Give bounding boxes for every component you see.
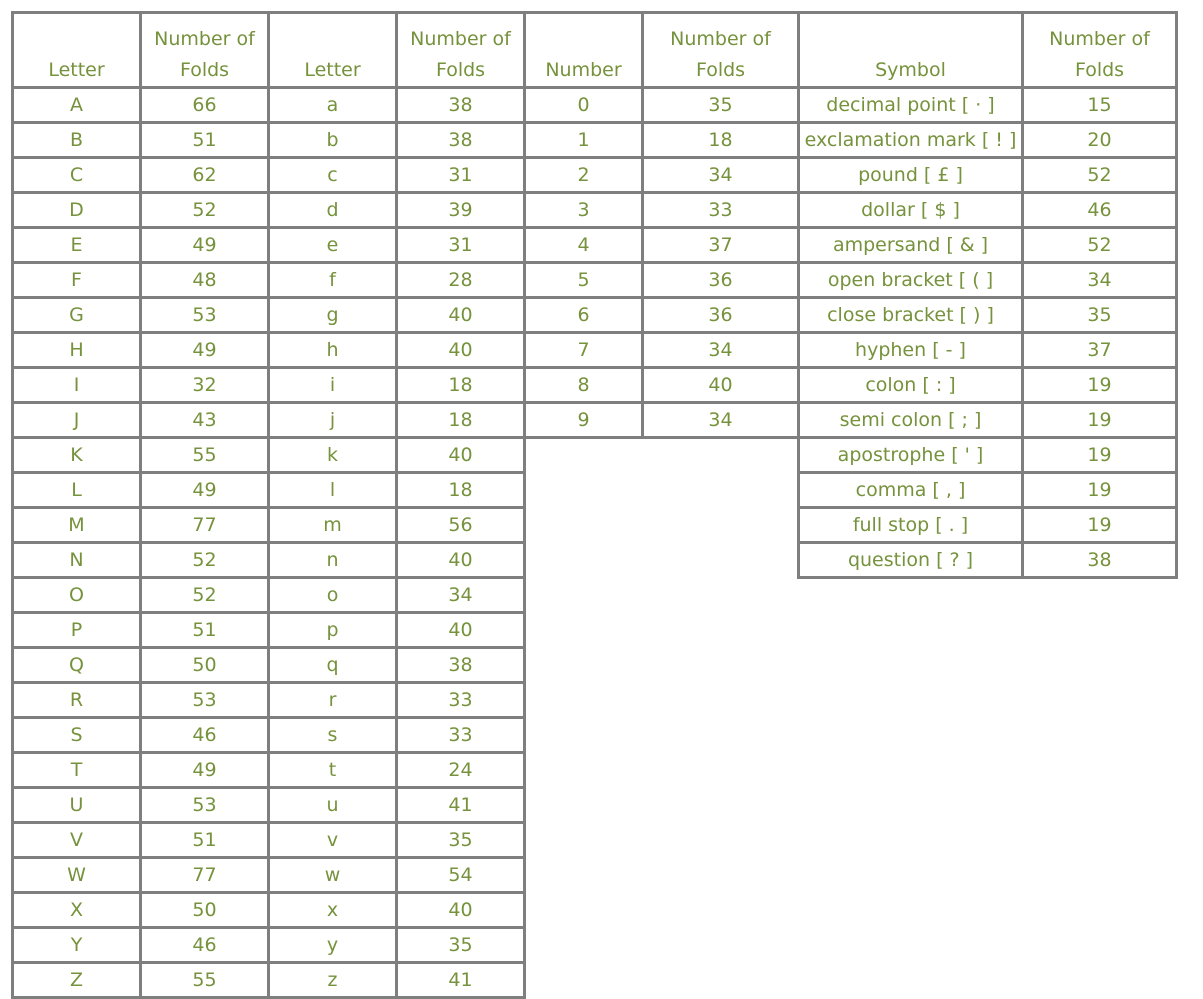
uppercase-letter-cell: U <box>13 788 141 823</box>
lowercase-folds-cell: 38 <box>397 123 525 158</box>
uppercase-letter-cell: K <box>13 438 141 473</box>
lowercase-folds-cell: 31 <box>397 158 525 193</box>
lowercase-letter-cell: m <box>269 508 397 543</box>
symbols-table-row <box>799 193 1177 228</box>
letters-table-row <box>13 123 525 158</box>
symbols-table <box>797 11 1178 579</box>
uppercase-letter-cell: Q <box>13 648 141 683</box>
lowercase-letter-cell: w <box>269 858 397 893</box>
letters-table-row <box>13 718 525 753</box>
lowercase-letter-cell: h <box>269 333 397 368</box>
uppercase-letter-cell: F <box>13 263 141 298</box>
symbol-cell: exclamation mark [ ! ] <box>799 123 1023 158</box>
letters-table-row <box>13 438 525 473</box>
lowercase-letter-cell: u <box>269 788 397 823</box>
number-cell: 4 <box>525 228 643 263</box>
letters-table-row <box>13 298 525 333</box>
uppercase-letter-cell: N <box>13 543 141 578</box>
symbol-folds-cell: 19 <box>1023 438 1177 473</box>
uppercase-letter-cell: Y <box>13 928 141 963</box>
lowercase-letter-cell: g <box>269 298 397 333</box>
symbol-header: Symbol <box>799 13 1023 88</box>
symbols-table-row <box>799 333 1177 368</box>
numbers-header-row <box>525 13 799 88</box>
symbol-cell: apostrophe [ ' ] <box>799 438 1023 473</box>
uppercase-folds-cell: 32 <box>141 368 269 403</box>
lowercase-letter-cell: e <box>269 228 397 263</box>
letters-table-row <box>13 648 525 683</box>
lowercase-letter-header: Letter <box>269 13 397 88</box>
uppercase-letter-cell: J <box>13 403 141 438</box>
lowercase-folds-cell: 56 <box>397 508 525 543</box>
letters-table-row <box>13 858 525 893</box>
uppercase-letter-cell: C <box>13 158 141 193</box>
lowercase-folds-cell: 35 <box>397 823 525 858</box>
lowercase-letter-cell: j <box>269 403 397 438</box>
numbers-table <box>523 11 800 439</box>
numbers-table-row <box>525 158 799 193</box>
number-cell: 1 <box>525 123 643 158</box>
uppercase-letter-cell: S <box>13 718 141 753</box>
symbol-folds-cell: 35 <box>1023 298 1177 333</box>
symbol-folds-cell: 34 <box>1023 263 1177 298</box>
uppercase-folds-cell: 51 <box>141 613 269 648</box>
letters-table-row <box>13 368 525 403</box>
symbol-folds-cell: 37 <box>1023 333 1177 368</box>
letters-table-row <box>13 193 525 228</box>
number-folds-header: Number of Folds <box>643 13 799 88</box>
lowercase-letter-cell: p <box>269 613 397 648</box>
uppercase-folds-cell: 52 <box>141 578 269 613</box>
symbols-table-row <box>799 543 1177 578</box>
numbers-table-row <box>525 298 799 333</box>
letters-table-row <box>13 963 525 998</box>
symbol-folds-cell: 19 <box>1023 473 1177 508</box>
symbol-cell: full stop [ . ] <box>799 508 1023 543</box>
symbol-folds-cell: 52 <box>1023 158 1177 193</box>
lowercase-folds-cell: 18 <box>397 368 525 403</box>
uppercase-folds-cell: 53 <box>141 788 269 823</box>
uppercase-folds-cell: 46 <box>141 718 269 753</box>
uppercase-letter-cell: A <box>13 88 141 123</box>
symbol-folds-cell: 19 <box>1023 508 1177 543</box>
symbol-cell: semi colon [ ; ] <box>799 403 1023 438</box>
numbers-table-row <box>525 403 799 438</box>
symbol-cell: hyphen [ - ] <box>799 333 1023 368</box>
lowercase-letter-cell: i <box>269 368 397 403</box>
letters-table-row <box>13 333 525 368</box>
symbol-cell: colon [ : ] <box>799 368 1023 403</box>
uppercase-letter-cell: T <box>13 753 141 788</box>
letters-table-row <box>13 88 525 123</box>
lowercase-letter-cell: c <box>269 158 397 193</box>
lowercase-folds-cell: 39 <box>397 193 525 228</box>
symbol-folds-cell: 20 <box>1023 123 1177 158</box>
letters-table-row <box>13 893 525 928</box>
uppercase-folds-cell: 51 <box>141 823 269 858</box>
number-cell: 3 <box>525 193 643 228</box>
symbol-folds-cell: 52 <box>1023 228 1177 263</box>
symbol-folds-cell: 38 <box>1023 543 1177 578</box>
uppercase-folds-cell: 66 <box>141 88 269 123</box>
uppercase-letter-cell: O <box>13 578 141 613</box>
symbol-cell: dollar [ $ ] <box>799 193 1023 228</box>
uppercase-folds-cell: 52 <box>141 193 269 228</box>
lowercase-letter-cell: d <box>269 193 397 228</box>
symbol-cell: close bracket [ ) ] <box>799 298 1023 333</box>
uppercase-folds-cell: 49 <box>141 753 269 788</box>
symbols-table-row <box>799 158 1177 193</box>
letters-table-row <box>13 508 525 543</box>
symbols-table-row <box>799 508 1177 543</box>
uppercase-letter-cell: R <box>13 683 141 718</box>
symbols-table-row <box>799 403 1177 438</box>
symbol-folds-cell: 19 <box>1023 368 1177 403</box>
letters-table-row <box>13 543 525 578</box>
symbols-table-row <box>799 368 1177 403</box>
uppercase-letter-header: Letter <box>13 13 141 88</box>
number-cell: 0 <box>525 88 643 123</box>
symbols-table-row <box>799 298 1177 333</box>
uppercase-folds-cell: 52 <box>141 543 269 578</box>
letters-table-row <box>13 578 525 613</box>
uppercase-letter-cell: W <box>13 858 141 893</box>
lowercase-folds-cell: 40 <box>397 543 525 578</box>
lowercase-letter-cell: r <box>269 683 397 718</box>
number-folds-cell: 33 <box>643 193 799 228</box>
symbols-table-row <box>799 88 1177 123</box>
uppercase-folds-header: Number of Folds <box>141 13 269 88</box>
letters-table-row <box>13 823 525 858</box>
letters-table-row <box>13 928 525 963</box>
lowercase-folds-cell: 40 <box>397 613 525 648</box>
numbers-table-row <box>525 368 799 403</box>
symbols-table-row <box>799 473 1177 508</box>
number-cell: 2 <box>525 158 643 193</box>
lowercase-letter-cell: f <box>269 263 397 298</box>
lowercase-folds-cell: 40 <box>397 298 525 333</box>
number-header: Number <box>525 13 643 88</box>
uppercase-folds-cell: 77 <box>141 858 269 893</box>
uppercase-folds-cell: 53 <box>141 683 269 718</box>
uppercase-folds-cell: 77 <box>141 508 269 543</box>
lowercase-letter-cell: o <box>269 578 397 613</box>
letters-table-row <box>13 473 525 508</box>
symbols-header-row <box>799 13 1177 88</box>
symbol-folds-cell: 19 <box>1023 403 1177 438</box>
uppercase-letter-cell: E <box>13 228 141 263</box>
uppercase-letter-cell: L <box>13 473 141 508</box>
lowercase-folds-cell: 33 <box>397 683 525 718</box>
uppercase-letter-cell: X <box>13 893 141 928</box>
lowercase-letter-cell: n <box>269 543 397 578</box>
symbols-table-row <box>799 438 1177 473</box>
letters-table-row <box>13 753 525 788</box>
uppercase-folds-cell: 51 <box>141 123 269 158</box>
lowercase-folds-cell: 34 <box>397 578 525 613</box>
letters-table-row <box>13 788 525 823</box>
number-cell: 9 <box>525 403 643 438</box>
number-folds-cell: 34 <box>643 158 799 193</box>
lowercase-letter-cell: t <box>269 753 397 788</box>
symbol-cell: decimal point [ · ] <box>799 88 1023 123</box>
lowercase-letter-cell: y <box>269 928 397 963</box>
numbers-table-row <box>525 263 799 298</box>
letters-header-row <box>13 13 525 88</box>
symbol-folds-cell: 15 <box>1023 88 1177 123</box>
number-cell: 6 <box>525 298 643 333</box>
numbers-table-row <box>525 193 799 228</box>
symbol-cell: question [ ? ] <box>799 543 1023 578</box>
lowercase-folds-cell: 35 <box>397 928 525 963</box>
lowercase-folds-cell: 28 <box>397 263 525 298</box>
lowercase-letter-cell: q <box>269 648 397 683</box>
symbol-cell: comma [ , ] <box>799 473 1023 508</box>
number-folds-cell: 40 <box>643 368 799 403</box>
uppercase-folds-cell: 43 <box>141 403 269 438</box>
uppercase-folds-cell: 46 <box>141 928 269 963</box>
symbol-folds-cell: 46 <box>1023 193 1177 228</box>
number-cell: 8 <box>525 368 643 403</box>
lowercase-folds-cell: 40 <box>397 333 525 368</box>
lowercase-folds-cell: 40 <box>397 893 525 928</box>
symbols-table-row <box>799 263 1177 298</box>
lowercase-folds-cell: 31 <box>397 228 525 263</box>
uppercase-letter-cell: G <box>13 298 141 333</box>
symbols-table-row <box>799 228 1177 263</box>
uppercase-folds-cell: 49 <box>141 333 269 368</box>
lowercase-folds-cell: 33 <box>397 718 525 753</box>
uppercase-letter-cell: V <box>13 823 141 858</box>
number-cell: 7 <box>525 333 643 368</box>
lowercase-letter-cell: b <box>269 123 397 158</box>
lowercase-letter-cell: x <box>269 893 397 928</box>
numbers-table-row <box>525 228 799 263</box>
number-folds-cell: 34 <box>643 403 799 438</box>
uppercase-letter-cell: B <box>13 123 141 158</box>
numbers-table-row <box>525 333 799 368</box>
lowercase-folds-cell: 24 <box>397 753 525 788</box>
letters-table <box>11 11 526 999</box>
lowercase-folds-cell: 54 <box>397 858 525 893</box>
letters-table-row <box>13 683 525 718</box>
letters-table-row <box>13 263 525 298</box>
uppercase-folds-cell: 55 <box>141 438 269 473</box>
lowercase-folds-cell: 18 <box>397 403 525 438</box>
symbol-folds-header: Number of Folds <box>1023 13 1177 88</box>
number-folds-cell: 36 <box>643 263 799 298</box>
uppercase-folds-cell: 55 <box>141 963 269 998</box>
numbers-table-row <box>525 88 799 123</box>
lowercase-letter-cell: z <box>269 963 397 998</box>
uppercase-folds-cell: 50 <box>141 893 269 928</box>
uppercase-letter-cell: I <box>13 368 141 403</box>
lowercase-folds-cell: 41 <box>397 788 525 823</box>
numbers-table-row <box>525 123 799 158</box>
number-cell: 5 <box>525 263 643 298</box>
lowercase-letter-cell: v <box>269 823 397 858</box>
uppercase-folds-cell: 48 <box>141 263 269 298</box>
uppercase-letter-cell: Z <box>13 963 141 998</box>
lowercase-letter-cell: l <box>269 473 397 508</box>
uppercase-folds-cell: 50 <box>141 648 269 683</box>
number-folds-cell: 36 <box>643 298 799 333</box>
uppercase-letter-cell: H <box>13 333 141 368</box>
number-folds-cell: 35 <box>643 88 799 123</box>
uppercase-folds-cell: 49 <box>141 473 269 508</box>
uppercase-letter-cell: D <box>13 193 141 228</box>
letters-table-row <box>13 228 525 263</box>
uppercase-folds-cell: 53 <box>141 298 269 333</box>
lowercase-folds-cell: 41 <box>397 963 525 998</box>
number-folds-cell: 18 <box>643 123 799 158</box>
symbol-cell: ampersand [ & ] <box>799 228 1023 263</box>
lowercase-folds-cell: 38 <box>397 88 525 123</box>
uppercase-letter-cell: M <box>13 508 141 543</box>
lowercase-folds-cell: 38 <box>397 648 525 683</box>
lowercase-letter-cell: s <box>269 718 397 753</box>
symbols-table-row <box>799 123 1177 158</box>
symbol-cell: pound [ £ ] <box>799 158 1023 193</box>
lowercase-letter-cell: k <box>269 438 397 473</box>
lowercase-letter-cell: a <box>269 88 397 123</box>
number-folds-cell: 37 <box>643 228 799 263</box>
lowercase-folds-cell: 40 <box>397 438 525 473</box>
lowercase-folds-cell: 18 <box>397 473 525 508</box>
symbol-cell: open bracket [ ( ] <box>799 263 1023 298</box>
letters-table-row <box>13 158 525 193</box>
letters-table-row <box>13 403 525 438</box>
uppercase-folds-cell: 62 <box>141 158 269 193</box>
letters-table-row <box>13 613 525 648</box>
uppercase-letter-cell: P <box>13 613 141 648</box>
number-folds-cell: 34 <box>643 333 799 368</box>
uppercase-folds-cell: 49 <box>141 228 269 263</box>
lowercase-folds-header: Number of Folds <box>397 13 525 88</box>
